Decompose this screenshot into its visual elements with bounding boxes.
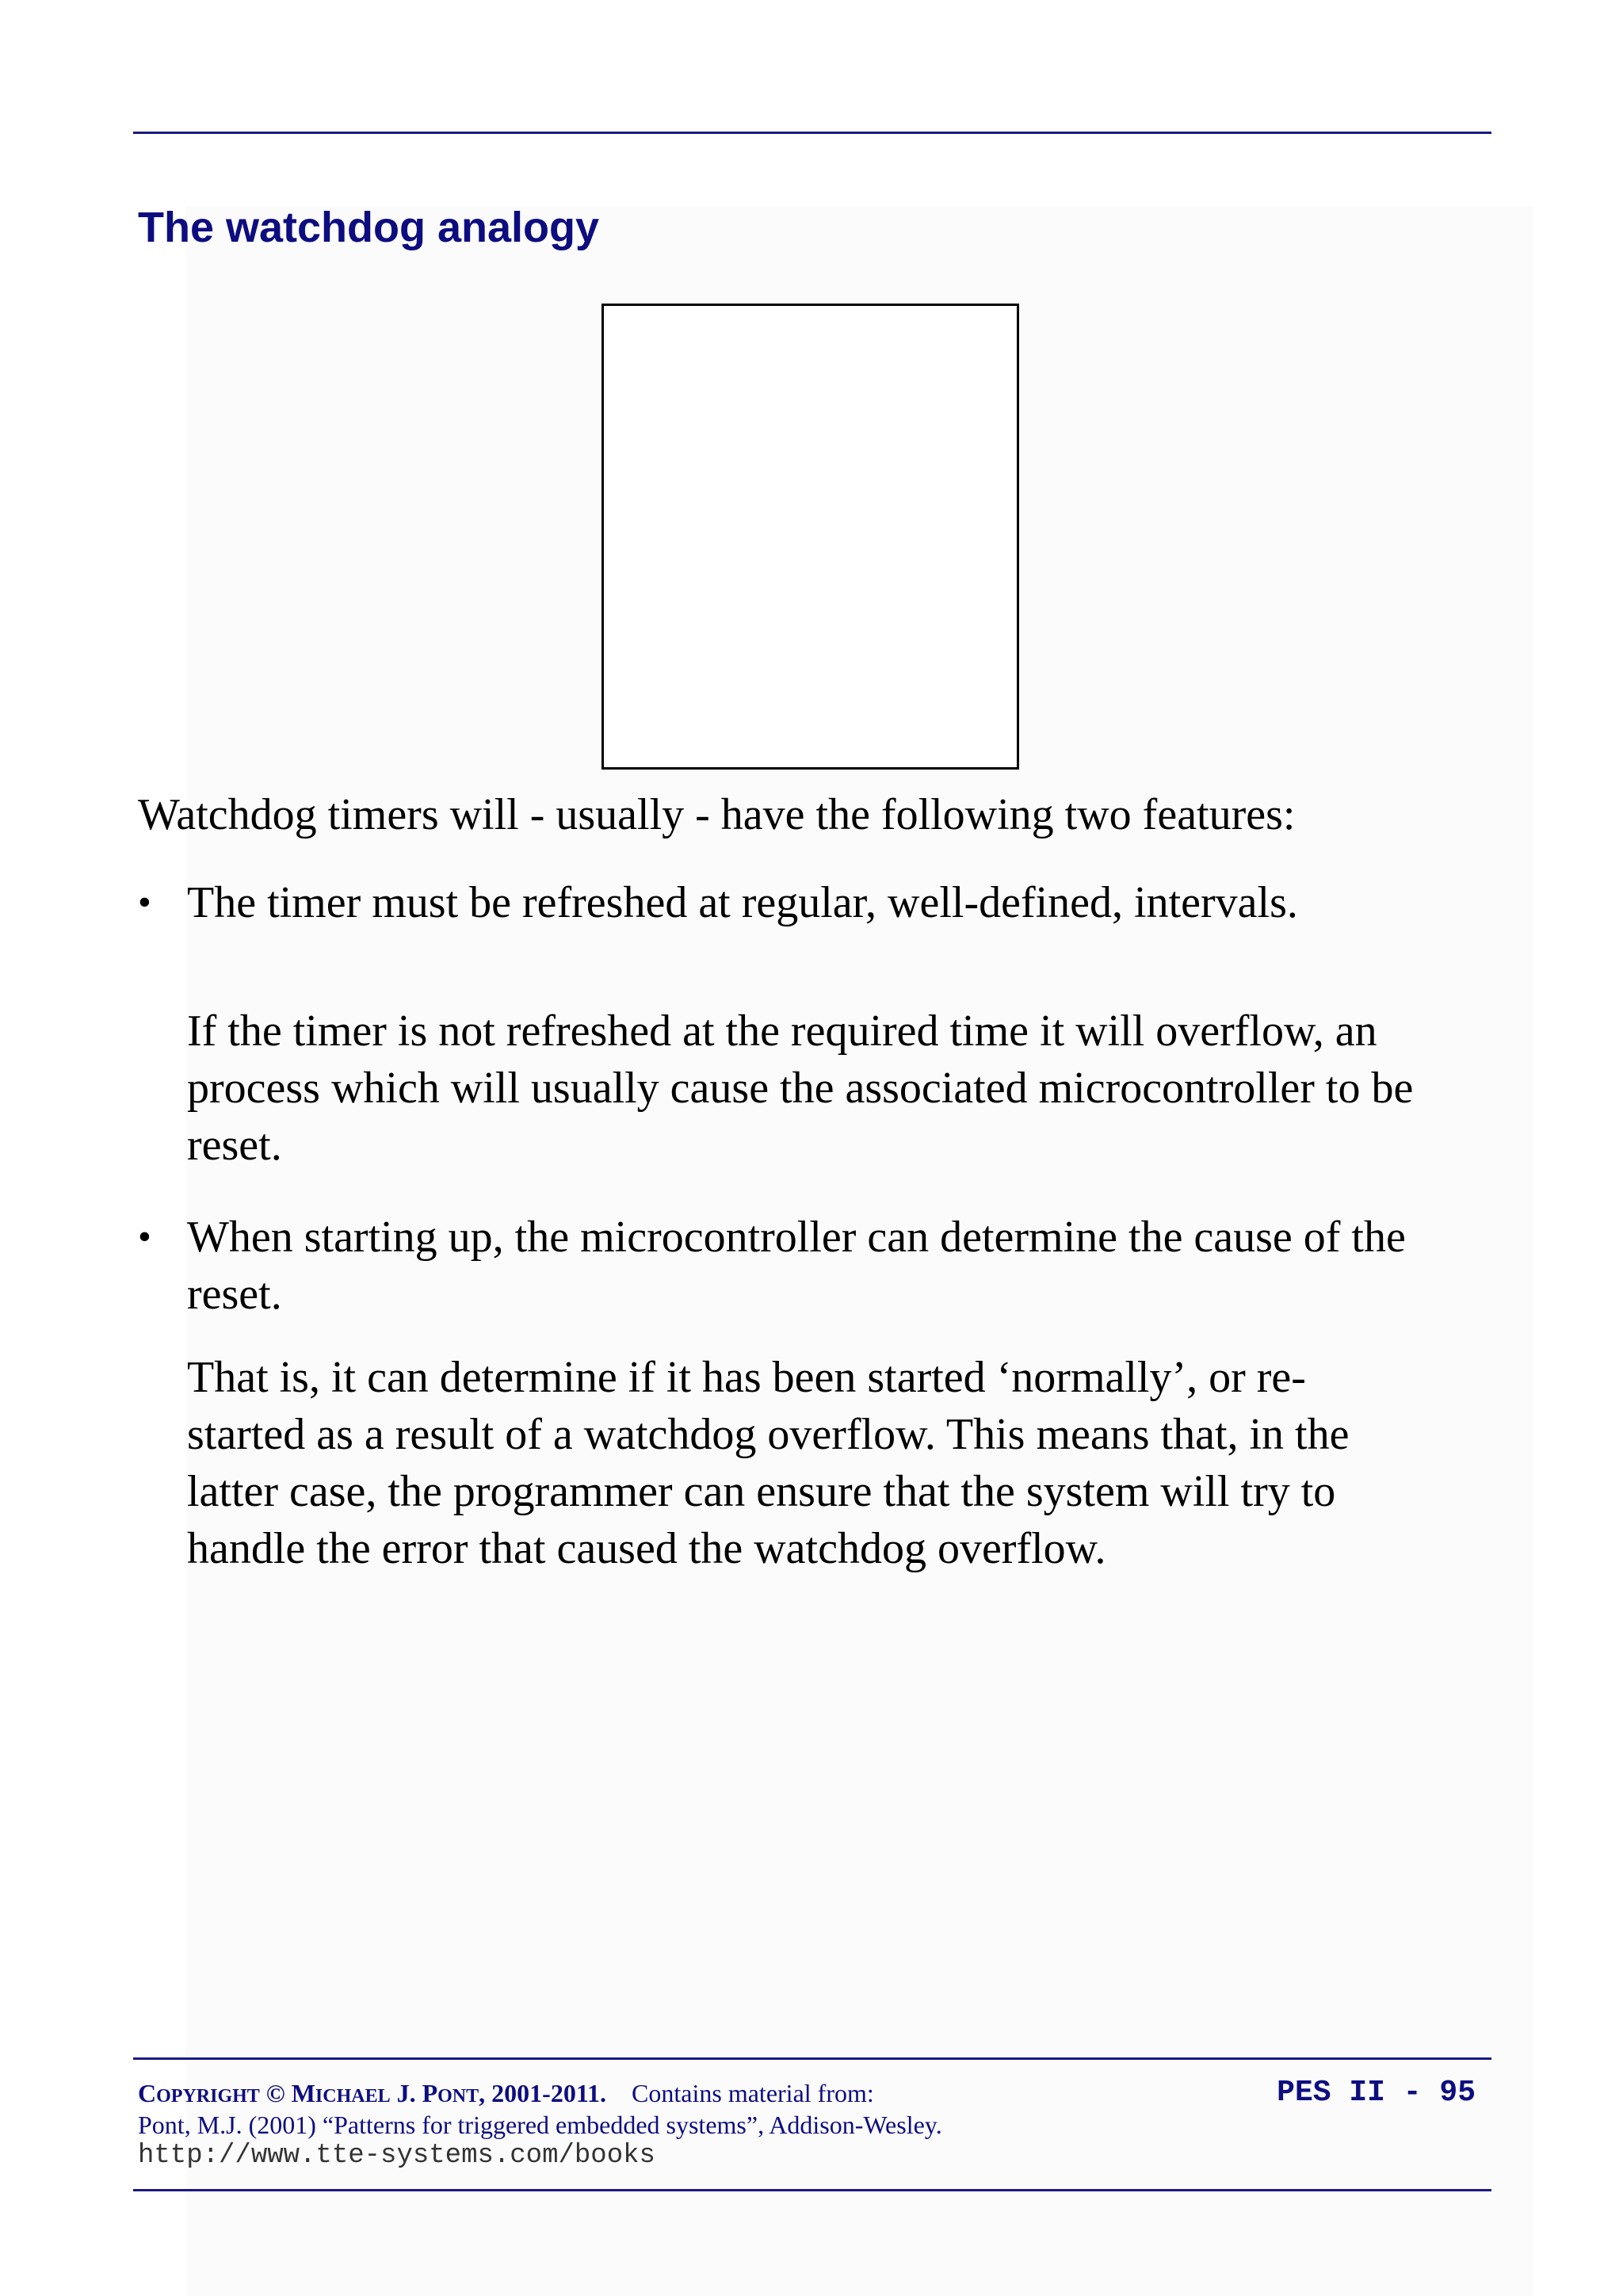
footer-reference: Pont, M.J. (2001) “Patterns for triggered embedded systems”, Addison-Wesley. bbox=[138, 2111, 942, 2139]
footer-top-rule bbox=[133, 2057, 1491, 2060]
bullet-1-detail: If the timer is not refreshed at the required time it will overflow, an process which will usually cause the associated microcontroller to be reset. bbox=[187, 1007, 1414, 1170]
header-rule bbox=[133, 132, 1491, 134]
contains-material-label: Contains material from: bbox=[632, 2079, 874, 2107]
footer-bottom-rule bbox=[133, 2189, 1491, 2191]
copyright-notice: COPYRIGHT © MICHAEL J. PONT, 2001-2011. bbox=[138, 2079, 607, 2107]
intro-text: Watchdog timers will - usually - have the following two features: bbox=[138, 790, 1296, 839]
footer-copyright-line bbox=[138, 2077, 874, 2112]
figure-placeholder bbox=[601, 304, 1019, 770]
bullet-1-text: The timer must be refreshed at regular, well-defined, intervals. bbox=[187, 878, 1298, 927]
bullet-2-detail: That is, it can determine if it has been started ‘normally’, or re-started as a result of a watchdog overflow. This means that, in the latter case, the programmer can ensure that the system will try to handle the error that caused the watchdog overflow. bbox=[187, 1353, 1350, 1573]
bullet-2-text: When starting up, the microcontroller can determine the cause of the reset. bbox=[187, 1213, 1406, 1319]
bullet-marker: • bbox=[138, 881, 151, 923]
bullet-marker: • bbox=[138, 1216, 151, 1258]
page-number: PES II - 95 bbox=[1277, 2076, 1476, 2110]
footer-url[interactable]: http://www.tte-systems.com/books bbox=[138, 2141, 655, 2171]
page-title: The watchdog analogy bbox=[138, 204, 600, 251]
